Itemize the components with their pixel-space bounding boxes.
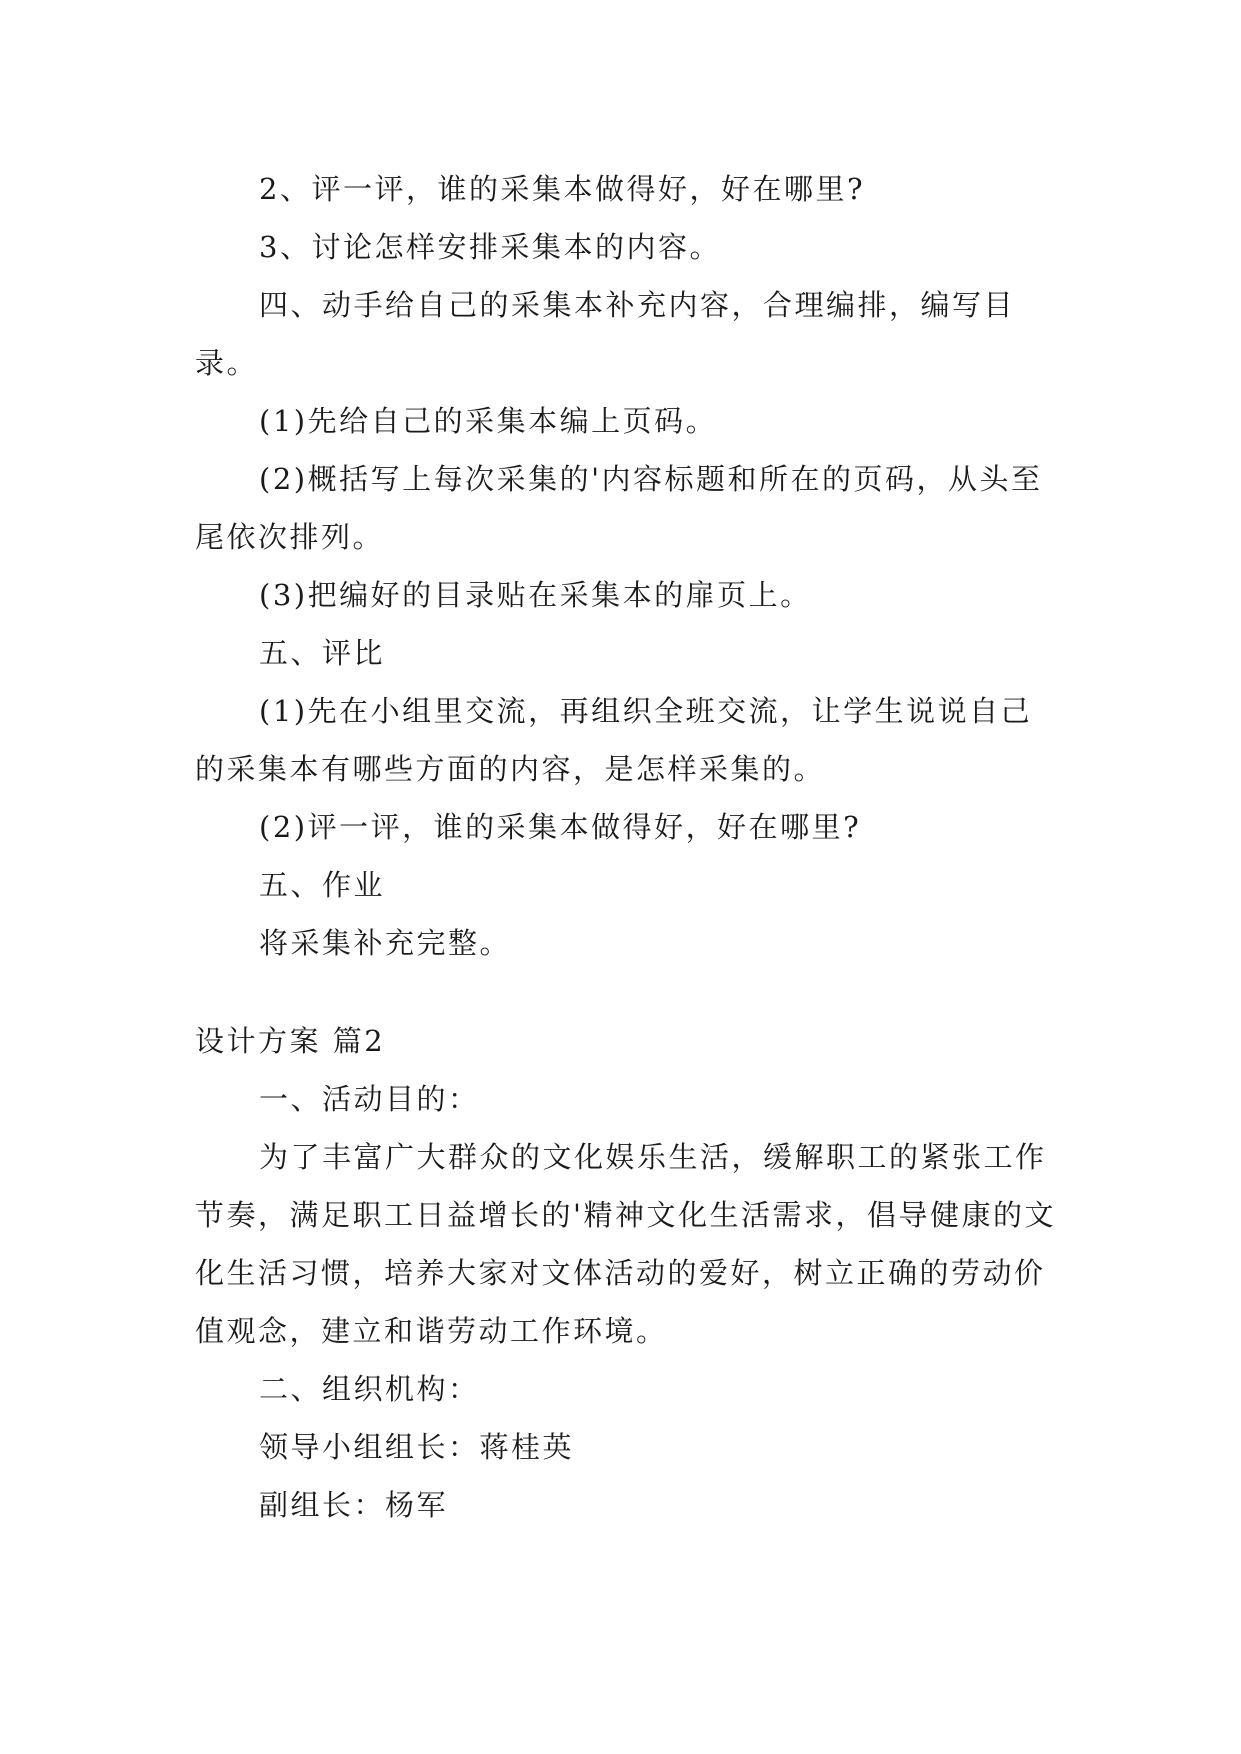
paragraph: 五、作业 — [259, 868, 386, 902]
paragraph: 将采集补充完整。 — [259, 926, 512, 960]
paragraph: (2)概括写上每次采集的'内容标题和所在的页码，从头至尾依次排列。 — [195, 462, 1043, 554]
paragraph: 二、组织机构： — [259, 1372, 480, 1406]
paragraph: 2、评一评，谁的采集本做得好，好在哪里? — [259, 172, 865, 206]
paragraph: 四、动手给自己的采集本补充内容，合理编排，编写目录。 — [195, 288, 1016, 380]
paragraph: (3)把编好的目录贴在采集本的扉页上。 — [259, 578, 812, 612]
paragraph: (1)先在小组里交流，再组织全班交流，让学生说说自己的采集本有哪些方面的内容，是怎样采集的。 — [195, 694, 1033, 786]
section-heading: 设计方案 篇2 — [195, 1024, 386, 1058]
paragraph: 副组长：杨军 — [259, 1488, 449, 1522]
paragraph: 为了丰富广大群众的文化娱乐生活，缓解职工的紧张工作节奏，满足职工日益增长的'精神文化生活需求，倡导健康的文化生活习惯，培养大家对文体活动的爱好，树立正确的劳动价值观念，建立和谐劳动工作环境。 — [195, 1140, 1056, 1348]
paragraph: (2)评一评，谁的采集本做得好，好在哪里? — [259, 810, 862, 844]
paragraph: 一、活动目的： — [259, 1082, 480, 1116]
paragraph: 领导小组组长：蒋桂英 — [259, 1430, 575, 1464]
paragraph: 3、讨论怎样安排采集本的内容。 — [259, 230, 721, 264]
document-body — [195, 160, 1057, 1534]
paragraph: (1)先给自己的采集本编上页码。 — [259, 404, 718, 438]
paragraph: 五、评比 — [259, 636, 386, 670]
